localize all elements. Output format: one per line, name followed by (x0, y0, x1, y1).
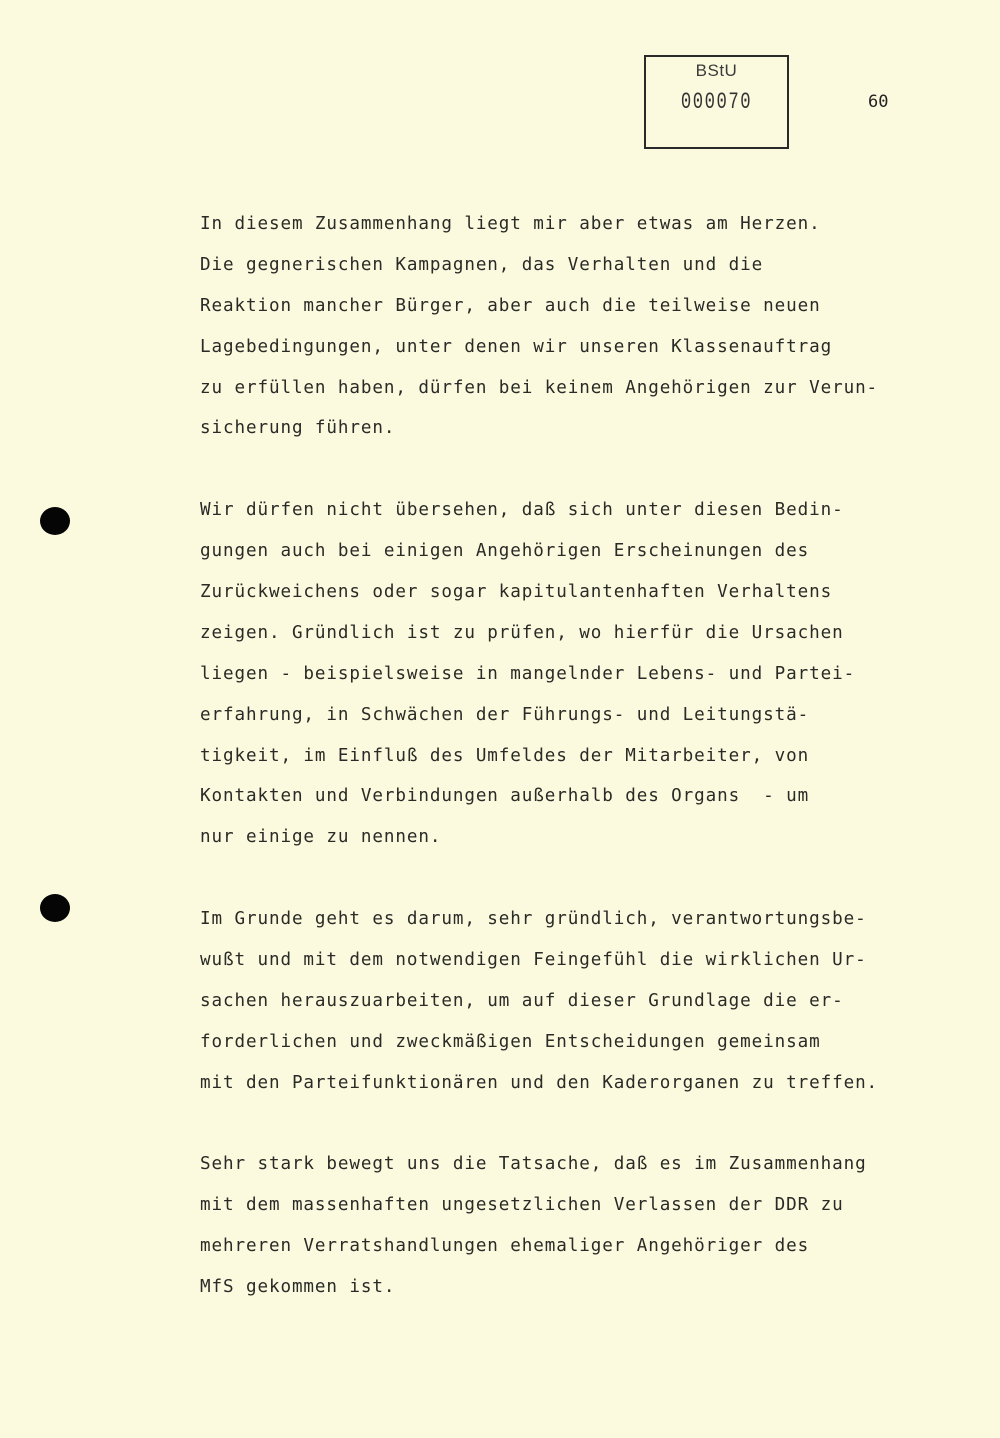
text-line: sachen herauszuarbeiten, um auf dieser Grundlage die er- (200, 990, 844, 1011)
punch-hole-icon (40, 894, 70, 922)
text-line: mit dem massenhaften ungesetzlichen Verlassen der DDR zu (200, 1195, 844, 1216)
text-line: Reaktion mancher Bürger, aber auch die teilweise neuen (200, 295, 821, 316)
text-line: mehreren Verratshandlungen ehemaliger Angehöriger des (200, 1236, 810, 1257)
text-line: nur einige zu nennen. (200, 827, 442, 848)
paragraph-4 (200, 1148, 940, 1312)
text-line: zu erfüllen haben, dürfen bei keinem Angehörigen zur Verun- (200, 377, 879, 398)
paragraph-3 (200, 903, 940, 1107)
text-line: forderlichen und zweckmäßigen Entscheidungen gemeinsam (200, 1031, 821, 1052)
text-line: sicherung führen. (200, 418, 396, 439)
text-line: gungen auch bei einigen Angehörigen Erscheinungen des (200, 541, 810, 562)
text-line: wußt und mit dem notwendigen Feingefühl die wirklichen Ur- (200, 950, 867, 971)
text-line: Wir dürfen nicht übersehen, daß sich unter diesen Bedin- (200, 500, 844, 521)
text-line: erfahrung, in Schwächen der Führungs- und Leitungstä- (200, 704, 810, 725)
text-line: liegen - beispielsweise in mangelnder Lebens- und Partei- (200, 663, 856, 684)
text-line: Im Grunde geht es darum, sehr gründlich, verantwortungsbe- (200, 909, 867, 930)
text-line: MfS gekommen ist. (200, 1277, 396, 1298)
archive-stamp (644, 55, 789, 149)
text-line: Die gegnerischen Kampagnen, das Verhalten und die (200, 254, 764, 275)
page-number: 60 (868, 92, 889, 112)
text-line: mit den Parteifunktionären und den Kaderorganen zu treffen. (200, 1072, 879, 1093)
text-line: tigkeit, im Einfluß des Umfeldes der Mitarbeiter, von (200, 745, 810, 766)
text-line: Kontakten und Verbindungen außerhalb des Organs - um (200, 786, 810, 807)
text-line: Zurückweichens oder sogar kapitulantenhaften Verhaltens (200, 582, 833, 603)
punch-hole-icon (40, 507, 70, 535)
document-body (200, 208, 940, 1353)
text-line: Lagebedingungen, unter denen wir unseren Klassenauftrag (200, 336, 833, 357)
text-line: Sehr stark bewegt uns die Tatsache, daß es im Zusammenhang (200, 1154, 867, 1175)
text-line: In diesem Zusammenhang liegt mir aber etwas am Herzen. (200, 214, 821, 234)
stamp-number: 000070 (680, 89, 753, 115)
paragraph-1 (200, 208, 940, 453)
stamp-organization: BStU (695, 61, 738, 80)
paragraph-2 (200, 494, 940, 862)
text-line: zeigen. Gründlich ist zu prüfen, wo hierfür die Ursachen (200, 622, 844, 643)
